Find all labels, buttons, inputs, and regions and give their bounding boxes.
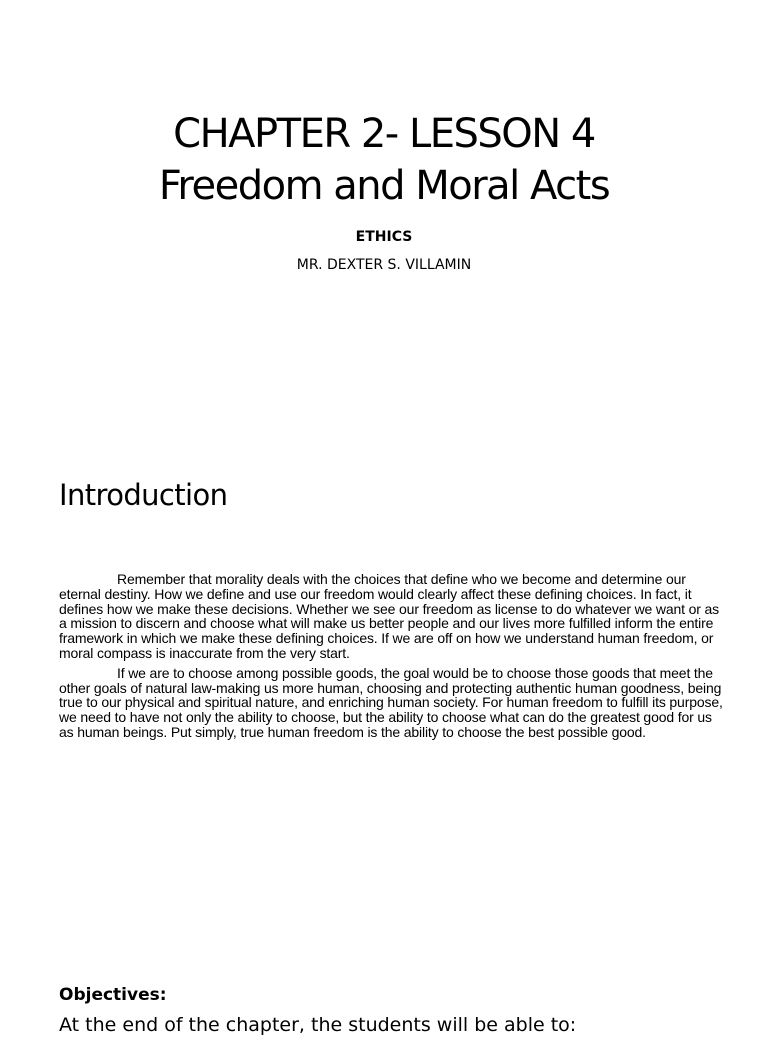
chapter-title: CHAPTER 2- LESSON 4 (173, 111, 595, 157)
title-slide (0, 108, 768, 274)
author-name: MR. DEXTER S. VILLAMIN (296, 257, 472, 273)
subject-label: ETHICS (355, 229, 413, 245)
introduction-paragraph-2: If we are to choose among possible goods, the goal would be to choose those goods that meet the other goals of natural law-making us more human, choosing and protecting authentic human goodness, being true to our physical and spiritual nature, and enriching human society. For human freedom to fulfill its purpose, we need to have not only the ability to choose, but the ability to choose what can do the greatest good for us as human beings. Put simply, true human freedom is the ability to choose the best possible good. (59, 664, 723, 740)
objectives-lead-text: At the end of the chapter, the students will be able to: (59, 1014, 577, 1036)
introduction-body (59, 572, 723, 745)
lesson-title: Freedom and Moral Acts (158, 163, 610, 209)
objectives-heading: Objectives: (59, 985, 167, 1005)
introduction-heading: Introduction (59, 478, 228, 512)
introduction-paragraph-1: Remember that morality deals with the choices that define who we become and determine our eternal destiny. How we define and use our freedom would clearly affect these defining choices. In fact, it defines how we make these decisions. Whether we see our freedom as license to do whatever we want or as a mission to discern and choose what will make us better people and our lives more fulfilled inform the entire framework in which we make these defining choices. If we are off on how we understand human freedom, or moral compass is inaccurate from the very start. (59, 571, 720, 661)
